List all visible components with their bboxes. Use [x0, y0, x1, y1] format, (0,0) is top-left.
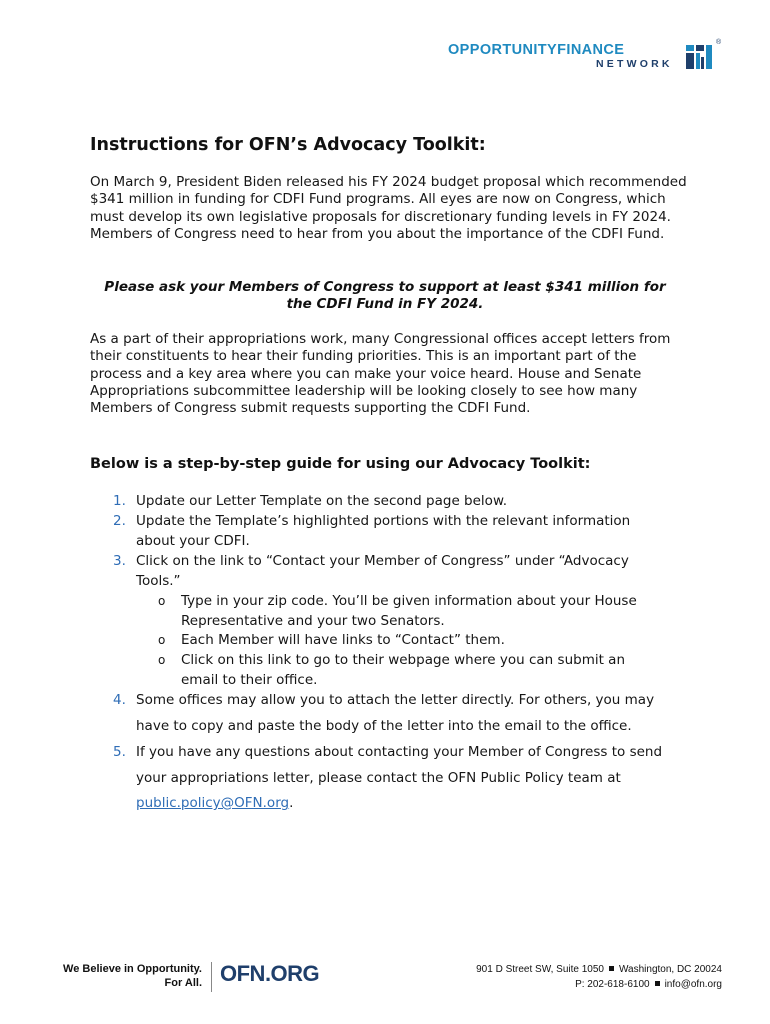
ofn-logo — [448, 39, 728, 72]
step-text: Click on the link to “Contact your Member of Congress” under “Advocacy Tools.” — [136, 553, 629, 589]
footer-divider — [211, 962, 212, 992]
step-5-period: . — [289, 795, 294, 811]
registered-mark: ® — [716, 39, 722, 46]
bullet: o — [158, 633, 166, 647]
page-title: Instructions for OFN’s Advocacy Toolkit: — [90, 135, 486, 155]
step-5-text: If you have any questions about contacting your Member of Congress to send your appropriations letter, please contact the OFN Public Policy team at — [136, 744, 663, 786]
step-text: Update our Letter Template on the second page below. — [136, 493, 508, 509]
step-number: 1. — [113, 493, 126, 509]
phone: P: 202-618-6100 — [575, 979, 650, 990]
step-text: Update the Template’s highlighted portions with the relevant information about your CDFI. — [136, 513, 631, 549]
step-number: 3. — [113, 553, 126, 569]
appropriations-paragraph: As a part of their appropriations work, many Congressional offices accept letters from their constituents to hear their funding priorities. This is an important part of the process and a key area where you can make your voice heard. House and Senate Appropriations subcommittee leadership will be looking closely to see how many Members of Congress submit requests supporting the CDFI Fund. — [90, 331, 671, 417]
logo-wordmark-top: OPPORTUNITYFINANCE — [448, 42, 625, 58]
tagline-line-1: We Believe in Opportunity. — [63, 963, 202, 975]
footer-site-link[interactable]: OFN.ORG — [220, 961, 320, 986]
step-text — [136, 740, 666, 817]
address-street: 901 D Street SW, Suite 1050 — [476, 964, 604, 975]
intro-paragraph: On March 9, President Biden released his FY 2024 budget proposal which recommended $341 million in funding for CDFI Fund programs. All eyes are now on Congress, which must develop its own legislative proposals for discretionary funding levels in FY 2024. Members of Congress need to hear from you about the importance of the CDFI Fund. — [90, 174, 687, 242]
substep-text: Type in your zip code. You’ll be given information about your House Representative and your two Senators. — [181, 593, 637, 629]
ofn-bar-mark-icon — [686, 43, 714, 71]
step-number: 4. — [113, 692, 126, 708]
callout-request: Please ask your Members of Congress to support at least $341 million for the CDFI Fund in FY 2024. — [104, 279, 666, 313]
bullet: o — [158, 653, 166, 667]
footer-phone-line — [460, 977, 722, 992]
policy-email-link[interactable]: public.policy@OFN.org — [136, 795, 290, 811]
step-number: 2. — [113, 513, 126, 529]
substep-text: Each Member will have links to “Contact” them. — [181, 632, 505, 648]
guide-heading: Below is a step-by-step guide for using our Advocacy Toolkit: — [90, 456, 591, 472]
tagline-line-2: For All. — [164, 977, 202, 989]
logo-wordmark-bottom: NETWORK — [596, 58, 673, 70]
footer-address-line — [460, 962, 722, 977]
step-text: Some offices may allow you to attach the letter directly. For others, you may have to copy and paste the body of the letter into the email to the office. — [136, 692, 655, 734]
separator-square-icon — [609, 966, 614, 971]
footer-email[interactable]: info@ofn.org — [664, 979, 722, 990]
footer-contact — [460, 962, 722, 992]
bullet: o — [158, 594, 166, 608]
step-number: 5. — [113, 744, 126, 760]
separator-square-icon — [655, 981, 660, 986]
address-city: Washington, DC 20024 — [618, 964, 722, 975]
substep-text: Click on this link to go to their webpage where you can submit an email to their office. — [181, 652, 626, 688]
footer-tagline — [52, 962, 202, 990]
